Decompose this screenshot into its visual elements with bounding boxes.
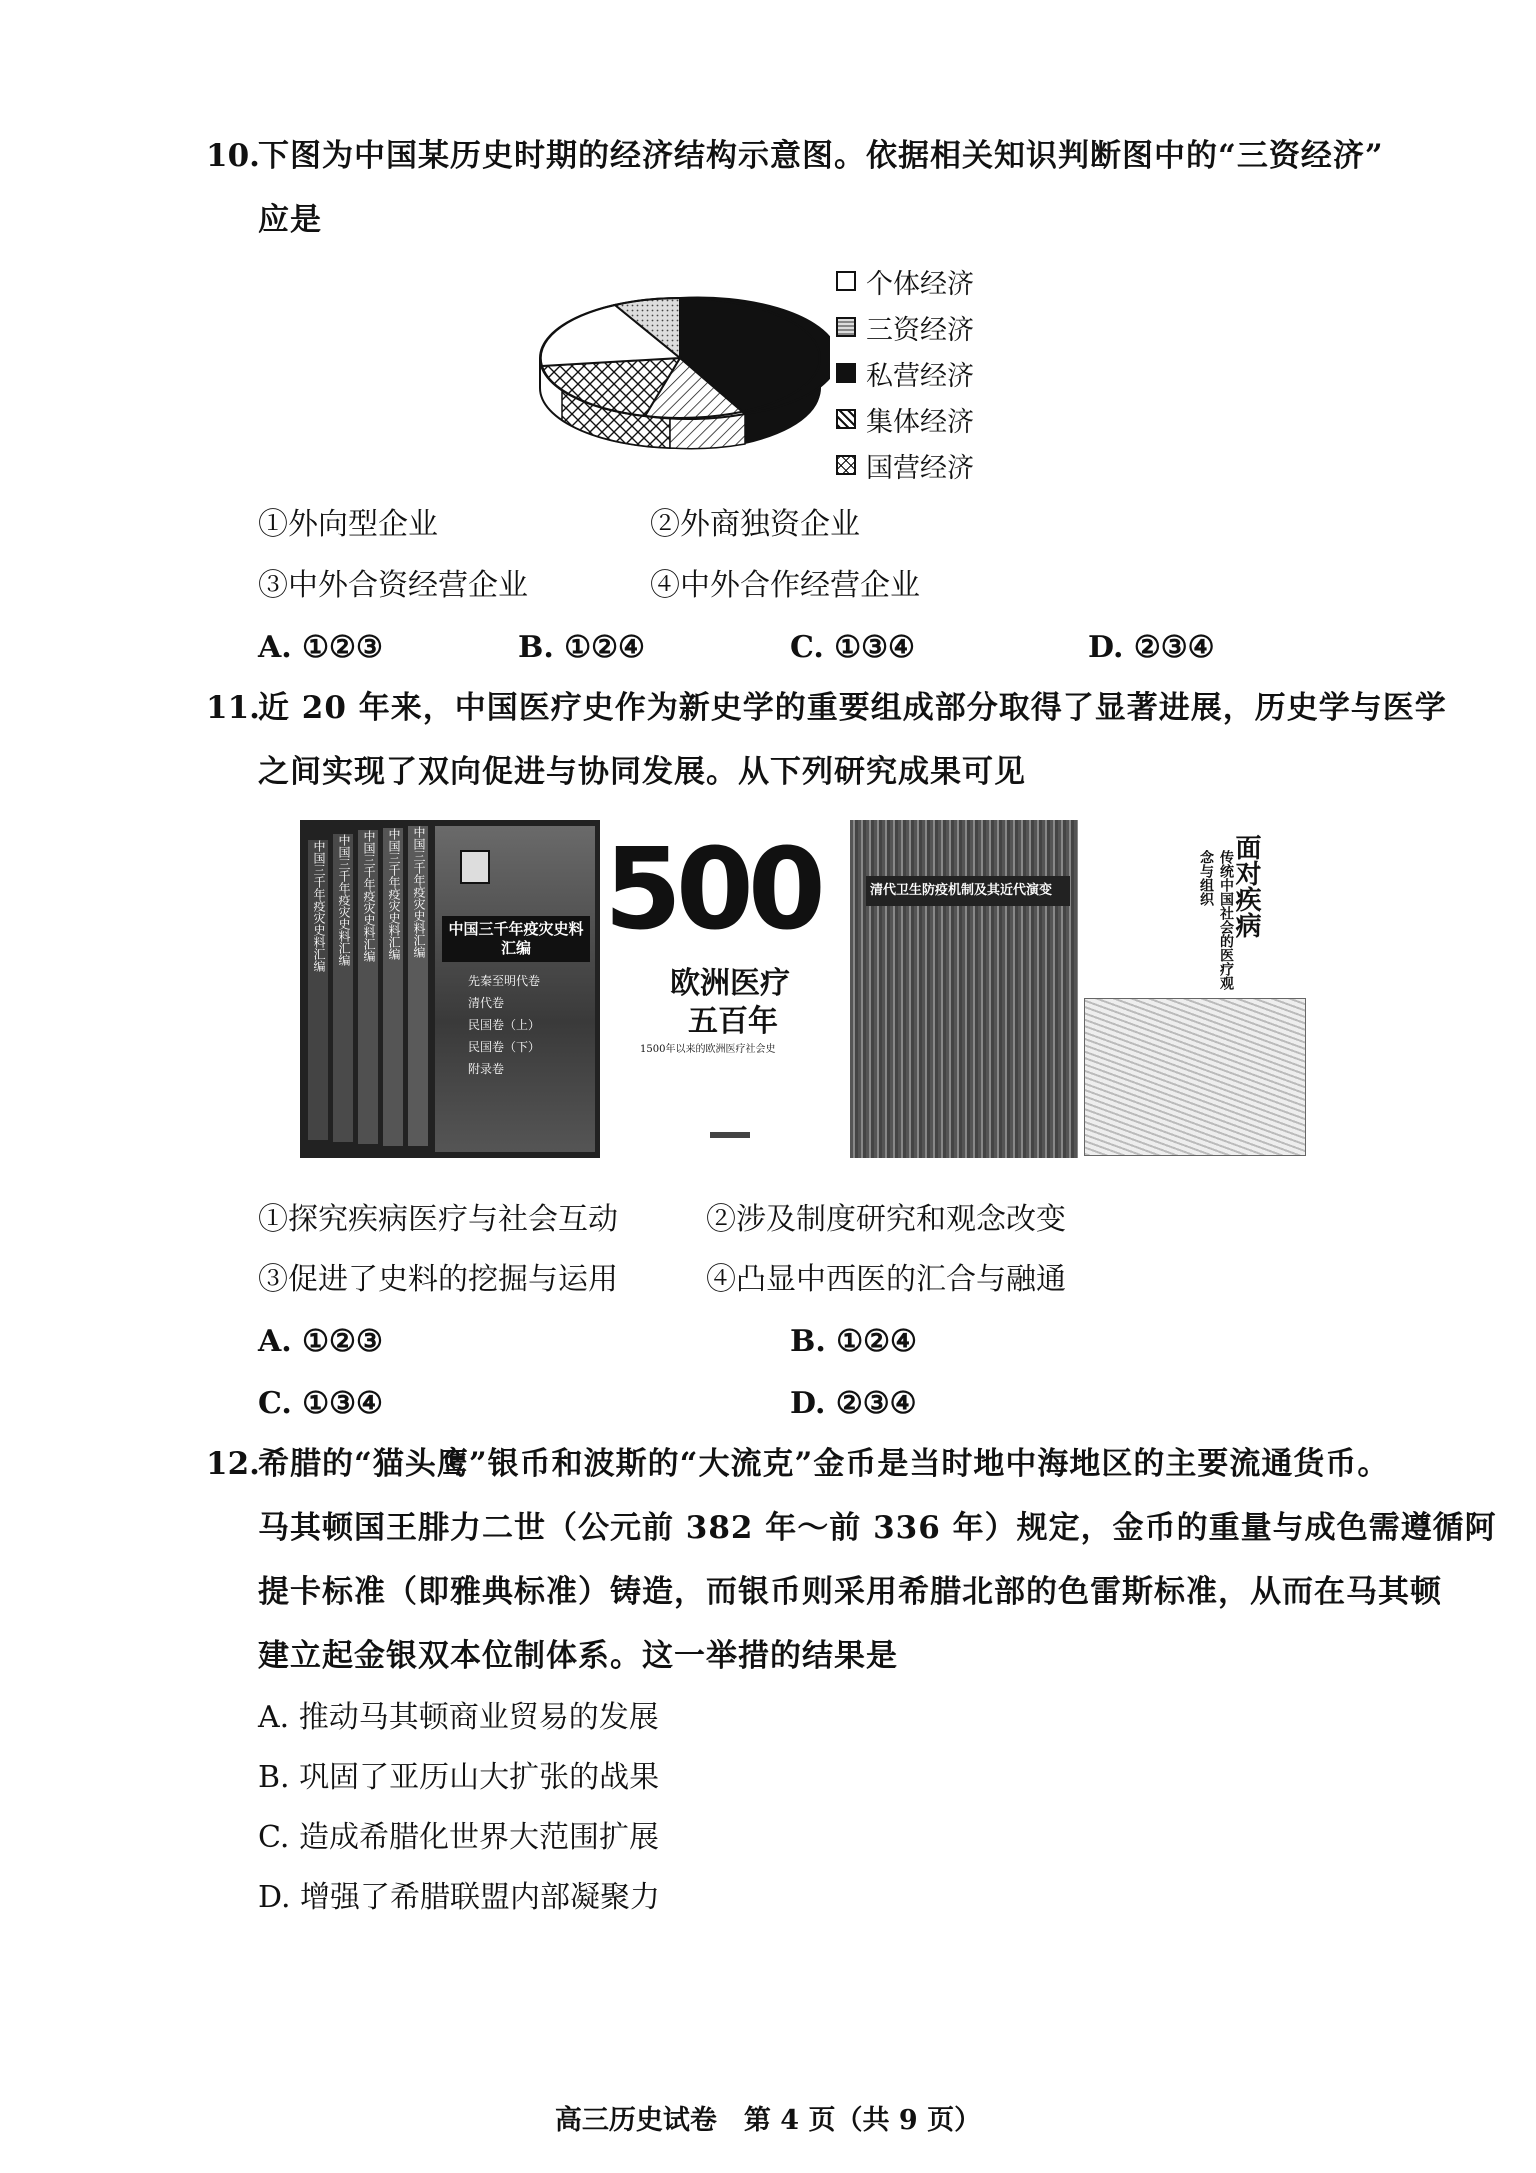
- page-footer: 高三历史试卷 第 4 页（共 9 页）: [554, 2105, 982, 2136]
- q11-option-d[interactable]: D. ②③④: [790, 1386, 917, 1421]
- book-cover-qing-epidemic: [850, 820, 1078, 1158]
- legend-item-individual: 个体经济: [836, 258, 974, 304]
- book-subtitle: 1500年以来的欧洲医疗社会史: [640, 1044, 776, 1055]
- q11-choice-3: ③促进了史料的挖掘与运用: [258, 1262, 618, 1297]
- q11-choice-2: ②涉及制度研究和观念改变: [706, 1202, 1066, 1237]
- q11-option-c[interactable]: C. ①③④: [258, 1386, 383, 1421]
- q12-number: 12.: [206, 1446, 260, 1482]
- blank-square-icon: [836, 271, 856, 291]
- q10-choice-1: ①外向型企业: [258, 507, 438, 542]
- book-title-line2: 五百年: [688, 1004, 778, 1039]
- book-cover-epidemic-history: [300, 820, 600, 1158]
- book-500-title: 500: [604, 825, 820, 955]
- q12-option-a[interactable]: A. 推动马其顿商业贸易的发展: [258, 1700, 659, 1735]
- book-spine-4: 中国三千年疫灾史料汇编: [383, 828, 403, 1146]
- legend-item-collective: 集体经济: [836, 396, 974, 442]
- q11-number: 11.: [206, 690, 260, 726]
- q12-option-c[interactable]: C. 造成希腊化世界大范围扩展: [258, 1820, 659, 1855]
- q12-stem-line2: 马其顿国王腓力二世（公元前 382 年～前 336 年）规定，金币的重量与成色需遵循阿: [258, 1510, 1497, 1546]
- q11-option-b[interactable]: B. ①②④: [790, 1324, 917, 1359]
- hatched-square-icon: [836, 409, 856, 429]
- book-cover-european-medicine: [600, 820, 850, 1158]
- book-title-vertical: 面对疾病: [1231, 834, 1261, 938]
- book-title-box: 清代卫生防疫机制及其近代演变: [866, 876, 1070, 906]
- legend-item-foreign: 三资经济: [836, 304, 974, 350]
- dotted-square-icon: [836, 317, 856, 337]
- pie-legend: [836, 258, 974, 488]
- legend-item-private: 私营经济: [836, 350, 974, 396]
- q10-stem-line1: 下图为中国某历史时期的经济结构示意图。依据相关知识判断图中的“三资经济”: [258, 138, 1384, 174]
- q11-choice-1: ①探究疾病医疗与社会互动: [258, 1202, 618, 1237]
- cross-square-icon: [836, 455, 856, 475]
- q12-option-d[interactable]: D. 增强了希腊联盟内部凝聚力: [258, 1880, 661, 1915]
- book-cover-facing-disease: [1078, 820, 1310, 1158]
- q10-choice-4: ④中外合作经营企业: [650, 568, 920, 603]
- filled-square-icon: [836, 363, 856, 383]
- q11-option-a[interactable]: A. ①②③: [258, 1324, 383, 1359]
- book-sub-list: 先秦至明代卷 清代卷 民国卷（上） 民国卷（下） 附录卷: [468, 974, 541, 1076]
- q10-option-a[interactable]: A. ①②③: [258, 630, 383, 665]
- q10-option-d[interactable]: D. ②③④: [1088, 630, 1215, 665]
- q11-stem-line2: 之间实现了双向促进与协同发展。从下列研究成果可见: [258, 754, 1026, 790]
- book-illustration: [1084, 998, 1306, 1156]
- q10-option-c[interactable]: C. ①③④: [790, 630, 915, 665]
- book-spine-1: 中国三千年疫灾史料汇编: [308, 840, 328, 1140]
- q11-stem-line1: 近 20 年来，中国医疗史作为新史学的重要组成部分取得了显著进展，历史学与医学: [258, 690, 1447, 726]
- q12-stem-line4: 建立起金银双本位制体系。这一举措的结果是: [258, 1638, 898, 1674]
- book-sub-vertical: 传统中国社会的医疗观念与组织: [1198, 850, 1234, 990]
- q10-choice-2: ②外商独资企业: [650, 507, 860, 542]
- q10-stem-line2: 应是: [258, 202, 322, 238]
- book-title-line1: 欧洲医疗: [670, 966, 790, 1001]
- q11-choice-4: ④凸显中西医的汇合与融通: [706, 1262, 1066, 1297]
- q12-stem-line1: 希腊的“猫头鹰”银币和波斯的“大流克”金币是当时地中海地区的主要流通货币。: [258, 1446, 1390, 1482]
- publisher-logo-icon: [710, 1132, 750, 1138]
- q10-choice-3: ③中外合资经营企业: [258, 568, 528, 603]
- book-spine-2: 中国三千年疫灾史料汇编: [333, 834, 353, 1142]
- book-box-title: 中国三千年疫灾史料汇编: [442, 916, 590, 962]
- q12-stem-line3: 提卡标准（即雅典标准）铸造，而银币则采用希腊北部的色雷斯标准，从而在马其顿: [258, 1574, 1442, 1610]
- pie-chart: [530, 288, 830, 458]
- q10-number: 10.: [206, 138, 260, 174]
- q12-option-b[interactable]: B. 巩固了亚历山大扩张的战果: [258, 1760, 660, 1795]
- q10-option-b[interactable]: B. ①②④: [518, 630, 645, 665]
- legend-item-state: 国营经济: [836, 442, 974, 488]
- book-spine-3: 中国三千年疫灾史料汇编: [358, 830, 378, 1144]
- book-spine-5: 中国三千年疫灾史料汇编: [408, 826, 428, 1146]
- book-logo-icon: [460, 850, 490, 884]
